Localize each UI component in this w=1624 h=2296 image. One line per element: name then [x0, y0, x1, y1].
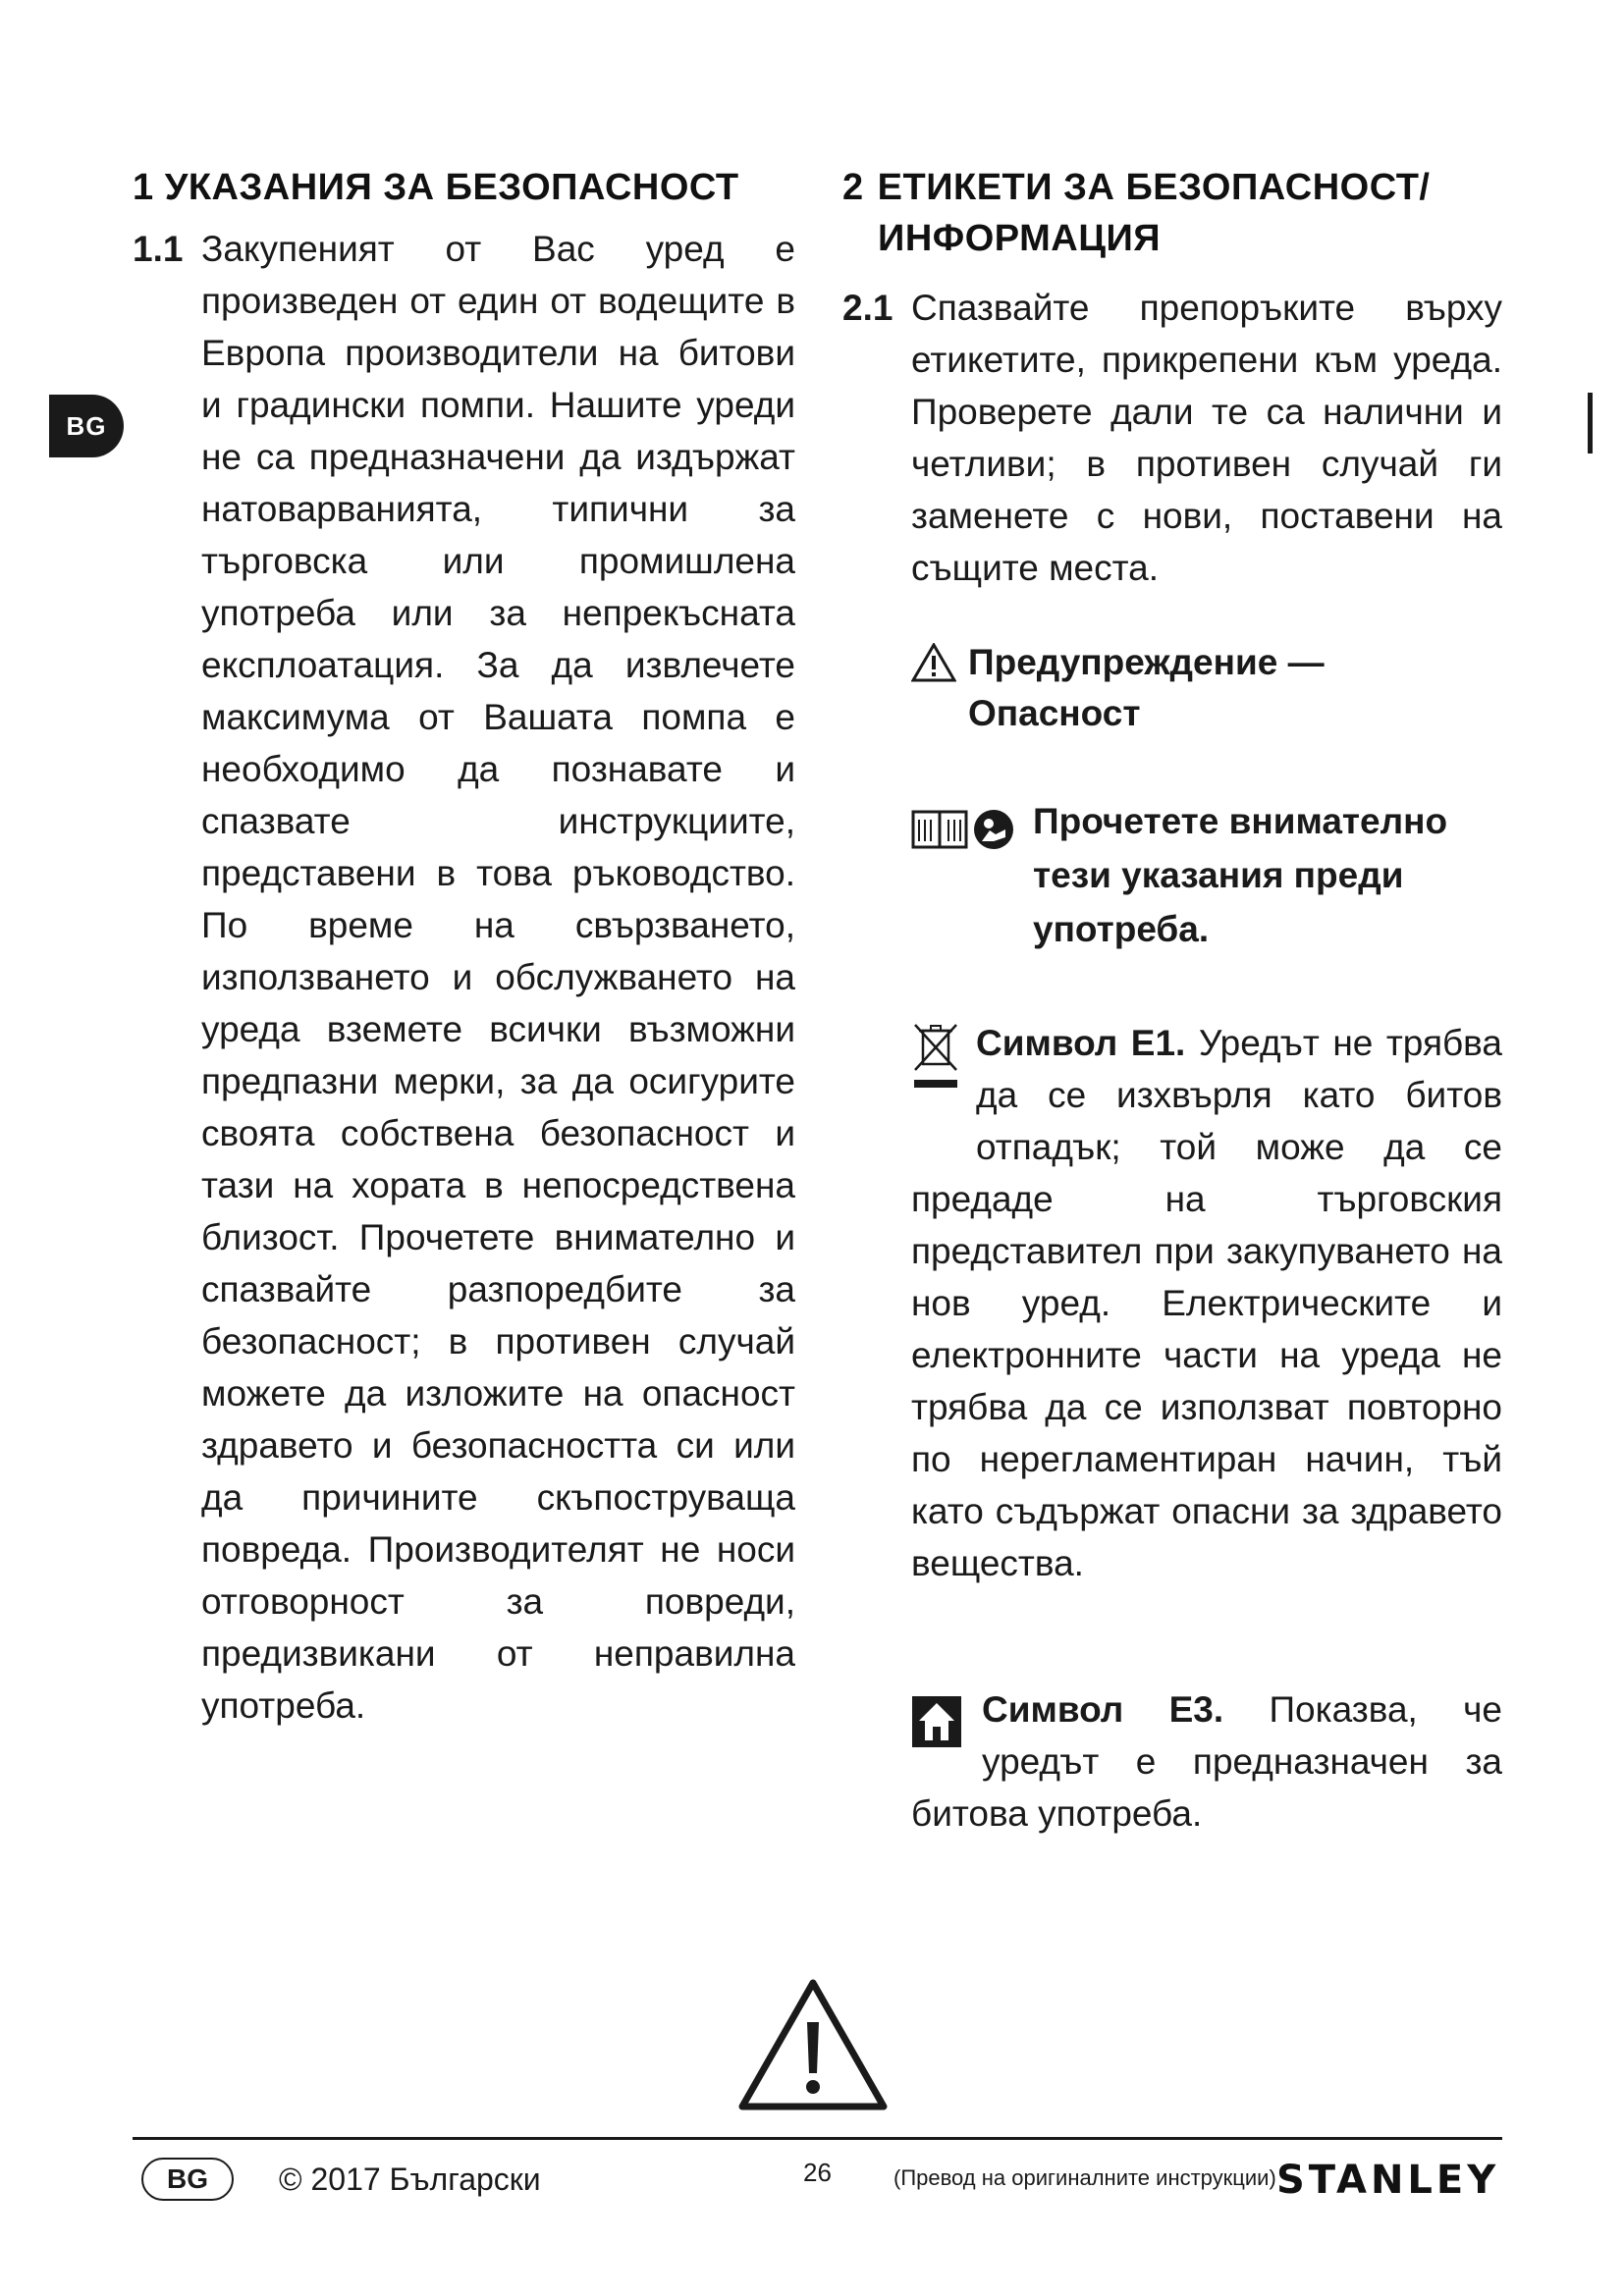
footer-copyright: © 2017 Български [279, 2162, 541, 2197]
section-2-number: 2 [842, 167, 864, 208]
manual-book-icon [911, 808, 968, 849]
page-footer [137, 2156, 1502, 2209]
section-2-heading [842, 162, 1502, 264]
section-1-heading: 1 УКАЗАНИЯ ЗА БЕЗОПАСНОСТ [133, 167, 739, 208]
footer-language-badge [141, 2158, 234, 2201]
language-tab-label: BG [66, 410, 107, 441]
translation-note: (Превод на оригиналните инструкции) [893, 2165, 1276, 2190]
symbol-e1-text: Уредът не трябва да се изхвърля като битов отпадък; той може да се предаде на търговския представител при закупуването на нов уред. Електрическите и електронните части на уреда не трябва да се използват повторно по нерегламентиран начин, тъй като съдържат опасни за здравето вещества. [911, 1023, 1502, 1583]
warning-heading-text: Предупреждение — Опасност [968, 642, 1325, 733]
section-1-1-text: Закупеният от Вас уред е произведен от един от водещите в Европа производители на битови и градински помпи. Нашите уреди не са предназначени да издържат натоварванията, типични за търговска или промишлена употреба или за непрекъсната експлоатация. За да извлечете максимума от Вашата помпа е необходимо да познавате и спазвате инструкциите, представени в това ръководство. По време на свързването, използването и обслужването на уреда вземете всички възможни предпазни мерки, за да осигурите своята собствена безопасност и тази на хората в непосредствена близост. Прочетете внимателно и спазвайте разпоредбите за безопасност; в противен случай можете да изложите на опасност здравето и безопасността си или да причините скъпоструваща повреда. Производителят не носи отговорност за повреди, предизвикани от неправилна употреба. [201, 229, 795, 1726]
left-column [133, 162, 795, 1732]
symbol-e1-block [911, 1017, 1502, 1589]
symbol-e1-label: Символ Е1. [976, 1023, 1186, 1063]
symbol-e3-label: Символ Е3. [982, 1689, 1224, 1730]
page-number: 26 [803, 2158, 832, 2187]
margin-change-bar [1588, 393, 1593, 454]
read-instructions-text: Прочетете внимателно тези указания преди употреба. [1033, 801, 1448, 949]
section-2-title: ЕТИКЕТИ ЗА БЕЗОПАСНОСТ/ ИНФОРМАЦИЯ [877, 167, 1431, 259]
section-2-1-text: Спазвайте препоръките върху етикетите, прикрепени към уреда. Проверете дали те са налични и четливи; в противен случай ги заменете с нови, поставени на същите места. [911, 288, 1502, 588]
footer-language-label: BG [167, 2163, 208, 2194]
right-column [842, 162, 1502, 1840]
symbol-e3-block [911, 1683, 1502, 1840]
brand-logo: STANLEY [1276, 2158, 1500, 2203]
read-instructions-notice [911, 794, 1502, 956]
section-2-1-paragraph [842, 282, 1502, 594]
language-tab [49, 395, 124, 457]
item-number-2-1: 2.1 [842, 288, 893, 328]
read-instructions-icon [972, 808, 1015, 851]
item-number-1-1: 1.1 [133, 229, 184, 269]
warning-heading [911, 637, 1502, 739]
warning-triangle-icon [738, 1977, 888, 2112]
section-1-1-paragraph [133, 223, 795, 1732]
house-icon [911, 1695, 962, 1748]
symbol-e3-text: Показва, че уредът е предназначен за битова употреба. [911, 1689, 1502, 1834]
crossed-out-bin-icon [911, 1021, 960, 1129]
footer-divider [133, 2137, 1502, 2140]
warning-triangle-icon [911, 643, 956, 682]
